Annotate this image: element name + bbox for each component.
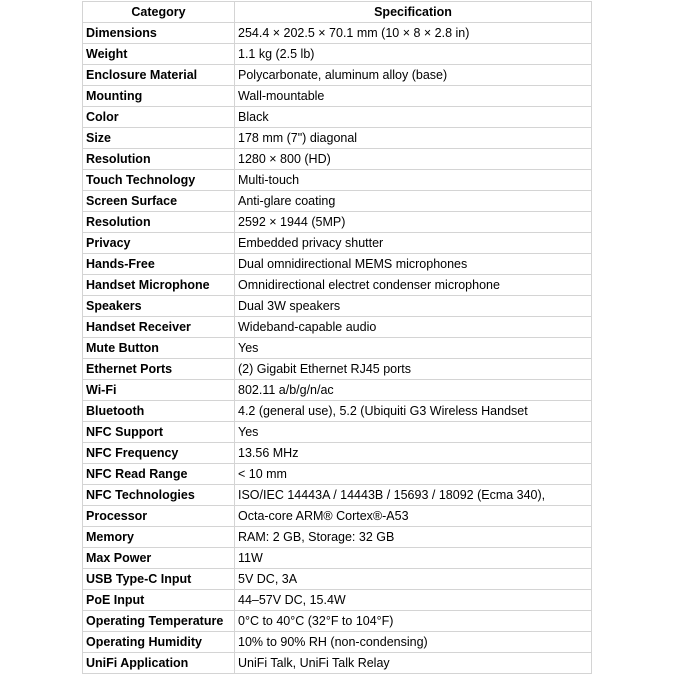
specification-cell: ISO/IEC 14443A / 14443B / 15693 / 18092 (Ecma 340), bbox=[235, 485, 592, 506]
category-cell: Memory bbox=[83, 527, 235, 548]
specification-cell: 1280 × 800 (HD) bbox=[235, 149, 592, 170]
table-row bbox=[83, 632, 592, 653]
specification-cell: 2592 × 1944 (5MP) bbox=[235, 212, 592, 233]
category-cell: Ethernet Ports bbox=[83, 359, 235, 380]
table-row bbox=[83, 527, 592, 548]
specification-cell: 178 mm (7") diagonal bbox=[235, 128, 592, 149]
specification-cell: Dual omnidirectional MEMS microphones bbox=[235, 254, 592, 275]
specification-cell: 0°C to 40°C (32°F to 104°F) bbox=[235, 611, 592, 632]
category-cell: Resolution bbox=[83, 149, 235, 170]
category-cell: NFC Technologies bbox=[83, 485, 235, 506]
specification-cell: Dual 3W speakers bbox=[235, 296, 592, 317]
specification-cell: Octa-core ARM® Cortex®-A53 bbox=[235, 506, 592, 527]
table-row bbox=[83, 422, 592, 443]
category-cell: Operating Humidity bbox=[83, 632, 235, 653]
table-row bbox=[83, 506, 592, 527]
category-cell: Wi-Fi bbox=[83, 380, 235, 401]
category-cell: Hands-Free bbox=[83, 254, 235, 275]
table-row bbox=[83, 359, 592, 380]
specification-cell: RAM: 2 GB, Storage: 32 GB bbox=[235, 527, 592, 548]
table-row bbox=[83, 380, 592, 401]
specification-cell: Embedded privacy shutter bbox=[235, 233, 592, 254]
category-cell: NFC Read Range bbox=[83, 464, 235, 485]
specification-cell: Anti-glare coating bbox=[235, 191, 592, 212]
specification-cell: Yes bbox=[235, 422, 592, 443]
category-cell: Operating Temperature bbox=[83, 611, 235, 632]
category-cell: NFC Frequency bbox=[83, 443, 235, 464]
table-row bbox=[83, 44, 592, 65]
table-row bbox=[83, 485, 592, 506]
table-row bbox=[83, 464, 592, 485]
spec-table bbox=[82, 1, 592, 674]
table-row bbox=[83, 317, 592, 338]
category-cell: UniFi Application bbox=[83, 653, 235, 674]
specification-cell: Black bbox=[235, 107, 592, 128]
category-cell: Touch Technology bbox=[83, 170, 235, 191]
specification-cell: UniFi Talk, UniFi Talk Relay bbox=[235, 653, 592, 674]
category-cell: Handset Microphone bbox=[83, 275, 235, 296]
specification-cell: 254.4 × 202.5 × 70.1 mm (10 × 8 × 2.8 in) bbox=[235, 23, 592, 44]
table-row bbox=[83, 212, 592, 233]
table-row bbox=[83, 170, 592, 191]
table-row bbox=[83, 275, 592, 296]
table-row bbox=[83, 149, 592, 170]
table-row bbox=[83, 401, 592, 422]
table-row bbox=[83, 296, 592, 317]
table-row bbox=[83, 548, 592, 569]
table-row bbox=[83, 107, 592, 128]
specification-cell: 44–57V DC, 15.4W bbox=[235, 590, 592, 611]
table-row bbox=[83, 338, 592, 359]
column-header-category: Category bbox=[83, 2, 235, 23]
table-header-row bbox=[83, 2, 592, 23]
specification-cell: (2) Gigabit Ethernet RJ45 ports bbox=[235, 359, 592, 380]
specification-cell: 11W bbox=[235, 548, 592, 569]
specification-cell: 10% to 90% RH (non-condensing) bbox=[235, 632, 592, 653]
category-cell: Privacy bbox=[83, 233, 235, 254]
category-cell: Color bbox=[83, 107, 235, 128]
specification-cell: 1.1 kg (2.5 lb) bbox=[235, 44, 592, 65]
spec-table-container bbox=[82, 1, 592, 674]
table-row bbox=[83, 233, 592, 254]
category-cell: Size bbox=[83, 128, 235, 149]
specification-cell: 802.11 a/b/g/n/ac bbox=[235, 380, 592, 401]
category-cell: Weight bbox=[83, 44, 235, 65]
category-cell: NFC Support bbox=[83, 422, 235, 443]
specification-cell: 5V DC, 3A bbox=[235, 569, 592, 590]
category-cell: Handset Receiver bbox=[83, 317, 235, 338]
specification-cell: Wideband-capable audio bbox=[235, 317, 592, 338]
specification-cell: 4.2 (general use), 5.2 (Ubiquiti G3 Wireless Handset bbox=[235, 401, 592, 422]
table-row bbox=[83, 254, 592, 275]
table-row bbox=[83, 86, 592, 107]
table-row bbox=[83, 191, 592, 212]
category-cell: Resolution bbox=[83, 212, 235, 233]
specification-cell: < 10 mm bbox=[235, 464, 592, 485]
specification-cell: Yes bbox=[235, 338, 592, 359]
table-row bbox=[83, 590, 592, 611]
table-row bbox=[83, 569, 592, 590]
category-cell: Enclosure Material bbox=[83, 65, 235, 86]
category-cell: Mute Button bbox=[83, 338, 235, 359]
category-cell: USB Type-C Input bbox=[83, 569, 235, 590]
category-cell: Max Power bbox=[83, 548, 235, 569]
specification-cell: 13.56 MHz bbox=[235, 443, 592, 464]
category-cell: Processor bbox=[83, 506, 235, 527]
category-cell: Mounting bbox=[83, 86, 235, 107]
table-row bbox=[83, 65, 592, 86]
column-header-specification: Specification bbox=[235, 2, 592, 23]
category-cell: PoE Input bbox=[83, 590, 235, 611]
category-cell: Speakers bbox=[83, 296, 235, 317]
specification-cell: Omnidirectional electret condenser microphone bbox=[235, 275, 592, 296]
category-cell: Dimensions bbox=[83, 23, 235, 44]
specification-cell: Polycarbonate, aluminum alloy (base) bbox=[235, 65, 592, 86]
specification-cell: Multi-touch bbox=[235, 170, 592, 191]
spec-table-body bbox=[83, 23, 592, 674]
category-cell: Bluetooth bbox=[83, 401, 235, 422]
table-row bbox=[83, 611, 592, 632]
table-row bbox=[83, 653, 592, 674]
table-row bbox=[83, 128, 592, 149]
table-row bbox=[83, 23, 592, 44]
category-cell: Screen Surface bbox=[83, 191, 235, 212]
table-row bbox=[83, 443, 592, 464]
specification-cell: Wall-mountable bbox=[235, 86, 592, 107]
